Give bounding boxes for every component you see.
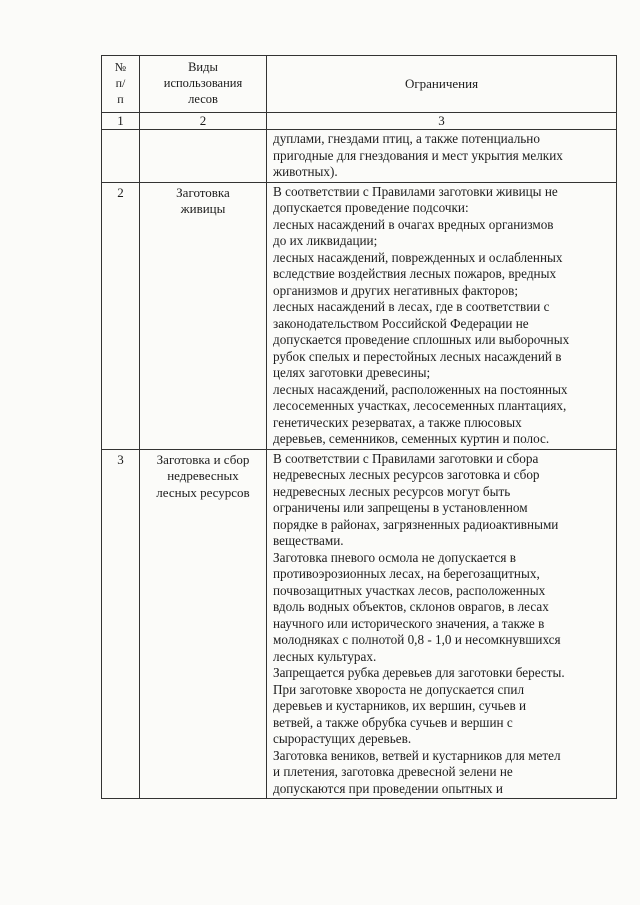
column-number: 1 <box>102 113 140 130</box>
limit-line: рубок спелых и перестойных лесных насаждений в <box>273 348 562 364</box>
limit-line: допускается проведение подсочки: <box>273 200 469 215</box>
header-kind-line: лесов <box>188 92 218 106</box>
limit-line: ограничены или запрещены в установленном <box>273 500 528 515</box>
limit-line: животных). <box>273 164 338 179</box>
table-row <box>102 130 617 183</box>
limit-line: деревьев и кустарников, их вершин, сучьев и <box>273 698 527 713</box>
row-limits <box>267 449 617 799</box>
row-number: 3 <box>102 449 140 799</box>
limit-line: научного или исторического значения, а также в <box>273 615 545 631</box>
limit-line: недревесных лесных ресурсов могут быть <box>273 483 511 499</box>
row-limits <box>267 182 617 449</box>
table-row <box>102 449 617 799</box>
limit-line: При заготовке хвороста не допускается спил <box>273 681 525 697</box>
forest-use-restrictions-table <box>101 55 617 799</box>
kind-line: Заготовка <box>176 184 230 200</box>
column-number-row <box>102 113 617 130</box>
header-kind-cell <box>140 56 267 113</box>
kind-line: недревесных <box>167 468 239 483</box>
limit-line: пригодные для гнездования и мест укрытия мелких <box>273 147 563 163</box>
limit-line: противоэрозионных лесах, на берегозащитных, <box>273 566 540 581</box>
limit-line: недревесных лесных ресурсов заготовка и сбор <box>273 467 540 482</box>
limit-line: лесных насаждений, расположенных на постоянных <box>273 381 568 397</box>
header-limits-cell: Ограничения <box>267 56 617 113</box>
limit-line: молодняках с полнотой 0,8 - 1,0 и несомкнувшихся <box>273 632 561 647</box>
limit-line: В соответствии с Правилами заготовки живицы не <box>273 183 558 199</box>
header-number-line: № <box>114 60 127 74</box>
limit-line: деревьев, семенников, семенных куртин и полос. <box>273 431 550 446</box>
header-number-cell <box>102 56 140 113</box>
limit-line: лесных насаждений, поврежденных и ослабленных <box>273 249 563 265</box>
row-kind <box>140 130 267 183</box>
header-number-line: п/ <box>115 76 126 90</box>
limit-line: законодательством Российской Федерации не <box>273 315 529 331</box>
row-limits <box>267 130 617 183</box>
row-kind <box>140 449 267 799</box>
table-header-row <box>102 56 617 113</box>
limit-line: В соответствии с Правилами заготовки и сбора <box>273 450 539 466</box>
limit-line: почвозащитных участках лесов, расположенных <box>273 582 546 598</box>
kind-line: лесных ресурсов <box>156 484 250 500</box>
row-number <box>102 130 140 183</box>
limit-line: ветвей, а также обрубка сучьев и вершин с <box>273 714 513 730</box>
column-number: 2 <box>140 113 267 130</box>
row-number: 2 <box>102 182 140 449</box>
limit-line: веществами. <box>273 533 344 548</box>
limit-line: Заготовка пневого осмола не допускается в <box>273 549 516 565</box>
limit-line: лесных насаждений в лесах, где в соответствии с <box>273 299 550 314</box>
limit-line: и плетения, заготовка древесной зелени не <box>273 764 513 779</box>
limit-line: целях заготовки древесины; <box>273 365 431 380</box>
header-number-line: п <box>117 92 124 106</box>
limit-line: лесных культурах. <box>273 648 377 664</box>
limit-line: допускается проведение сплошных или выборочных <box>273 332 570 347</box>
limit-line: Заготовка веников, ветвей и кустарников для метел <box>273 747 561 763</box>
header-kind-line: Виды <box>188 60 218 74</box>
limit-line: допускаются при проведении опытных и <box>273 780 503 796</box>
limit-line: вследствие воздействия лесных пожаров, вредных <box>273 266 557 281</box>
limit-line: до их ликвидации; <box>273 233 378 248</box>
row-kind <box>140 182 267 449</box>
limit-line: сырорастущих деревьев. <box>273 731 412 746</box>
limit-line: организмов и других негативных факторов; <box>273 282 519 298</box>
limit-line: лесных насаждений в очагах вредных организмов <box>273 216 554 232</box>
kind-line: Заготовка и сбор <box>156 451 250 467</box>
limit-line: порядке в районах, загрязненных радиоактивными <box>273 516 559 532</box>
limit-line: лесосеменных участках, лесосеменных плантациях, <box>273 398 567 413</box>
limit-line: генетических резерватах, а также плюсовых <box>273 414 522 430</box>
table-row <box>102 182 617 449</box>
column-number: 3 <box>267 113 617 130</box>
limit-line: дуплами, гнездами птиц, а также потенциально <box>273 131 540 146</box>
kind-line: живицы <box>180 201 226 216</box>
limit-line: вдоль водных объектов, склонов оврагов, в лесах <box>273 599 549 614</box>
limit-line: Запрещается рубка деревьев для заготовки бересты. <box>273 665 565 680</box>
header-kind-line: использования <box>163 76 243 90</box>
